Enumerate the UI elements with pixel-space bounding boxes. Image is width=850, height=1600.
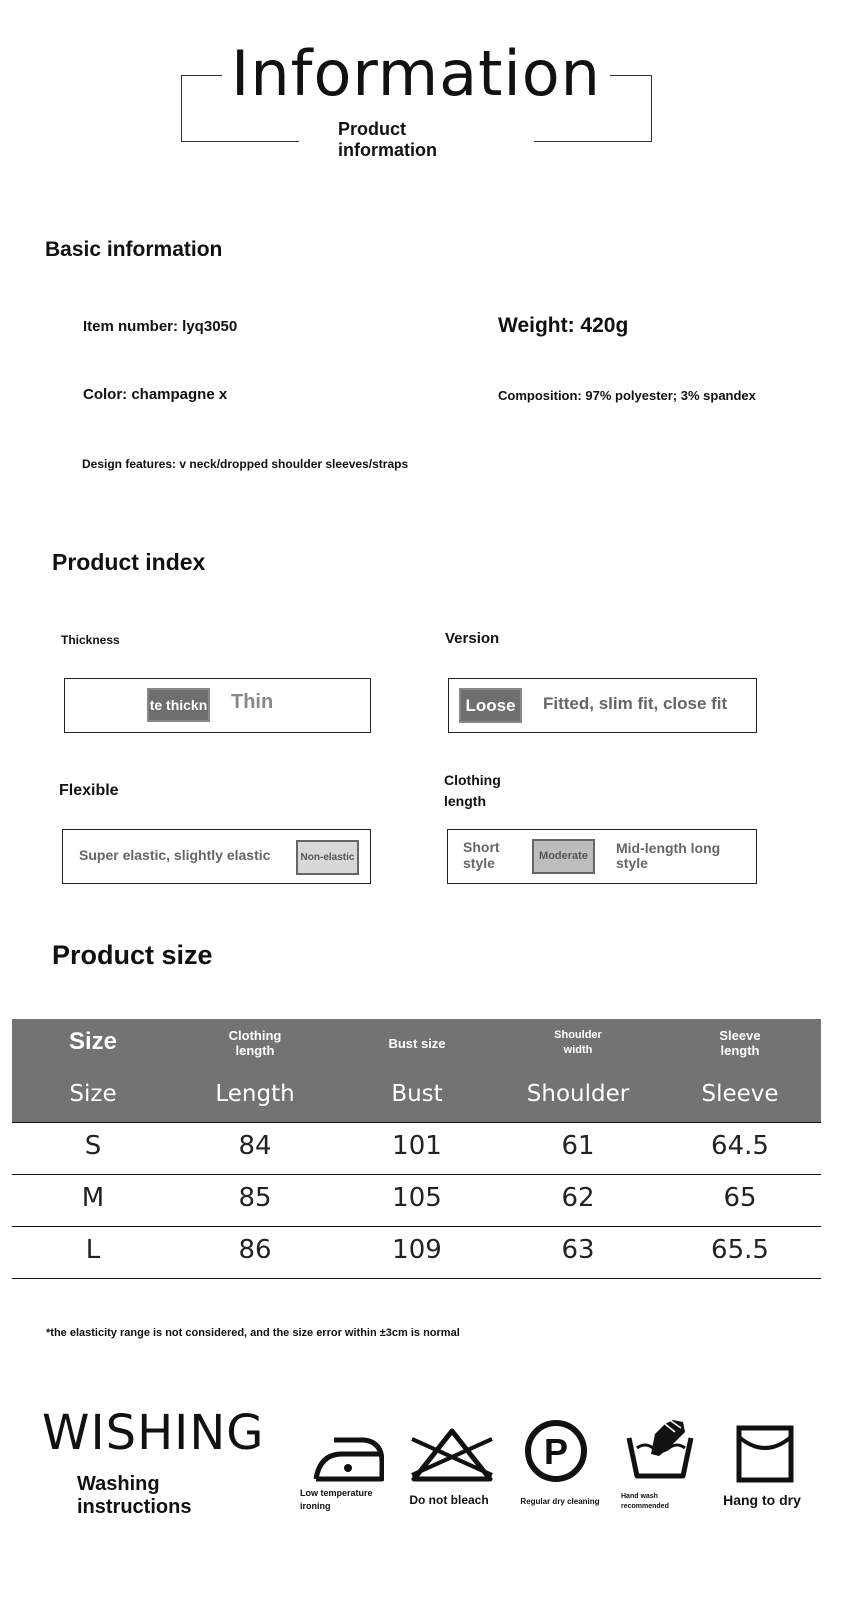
size-header-top-3 [503, 1028, 653, 1058]
page-subtitle [338, 119, 498, 161]
thickness-other: Thin [231, 691, 274, 713]
color: Color: champagne x [83, 386, 228, 403]
table-cell: S [84, 1131, 102, 1161]
table-line [12, 1174, 821, 1175]
size-header-shoulder: Shoulder [526, 1081, 630, 1107]
svg-text:P: P [543, 1431, 569, 1472]
iron-label [300, 1487, 373, 1513]
size-header-top-2 [342, 1036, 492, 1051]
table-cell: 65.5 [711, 1235, 769, 1265]
size-header-top-line2: length [720, 1043, 760, 1058]
header-frame-line-left [181, 141, 299, 142]
no-bleach-icon [408, 1425, 496, 1483]
table-cell: 109 [392, 1235, 442, 1265]
table-cell: 61 [561, 1131, 595, 1161]
length-selected: Moderate [532, 839, 595, 874]
table-cell: 62 [561, 1183, 595, 1213]
length-box [447, 829, 757, 884]
hang-dry-icon [736, 1425, 794, 1483]
table-line [12, 1226, 821, 1227]
length-right [616, 841, 720, 871]
size-header-top-0 [18, 1027, 168, 1057]
table-cell: 85 [238, 1183, 272, 1213]
size-note: *the elasticity range is not considered, and the size error within ±3cm is normal [46, 1327, 460, 1339]
size-header-top-line1: Shoulder [554, 1029, 602, 1041]
table-cell: 63 [561, 1235, 595, 1265]
hand-wash-label [621, 1492, 669, 1512]
size-header-length: Length [215, 1081, 295, 1107]
header-frame-line-right [534, 141, 652, 142]
page-title: Information [222, 38, 610, 110]
version-box [448, 678, 757, 733]
washing-title: WISHING [42, 1405, 265, 1461]
thickness-box [64, 678, 371, 733]
size-header-top-line2: width [563, 1044, 593, 1056]
thickness-selected: te thickn [147, 688, 210, 722]
size-header-bust: Bust [391, 1081, 443, 1107]
length-right-line1: Mid-length long [616, 840, 721, 856]
washing-subtitle-line2: instructions [77, 1496, 192, 1518]
dry-clean-icon [523, 1418, 589, 1484]
version-other: Fitted, slim fit, close fit [543, 694, 728, 713]
length-left-line2: style [463, 855, 495, 871]
hand-wash-label-line1: Hand wash [621, 1493, 658, 1500]
iron-label-line1: Low temperature [300, 1488, 373, 1498]
item-number: Item number: lyq3050 [83, 318, 238, 335]
table-cell: 86 [238, 1235, 272, 1265]
version-label: Version [445, 630, 500, 647]
length-left [463, 839, 500, 871]
size-header-sleeve: Sleeve [701, 1081, 779, 1107]
size-header-top-line1: Bust size [388, 1036, 446, 1051]
page-subtitle-line1: Product [338, 119, 407, 139]
basic-info-title: Basic information [45, 238, 223, 261]
table-line [12, 1278, 821, 1279]
size-header-size: Size [69, 1081, 117, 1107]
table-cell: M [81, 1183, 105, 1213]
page-subtitle-line2: information [338, 140, 437, 160]
length-label [444, 770, 501, 812]
product-index-title: Product index [52, 549, 206, 575]
size-header-top-4 [665, 1028, 815, 1058]
table-line [12, 1122, 821, 1123]
iron-icon [312, 1432, 384, 1484]
table-cell: 65 [723, 1183, 757, 1213]
table-cell: 101 [392, 1131, 442, 1161]
version-selected: Loose [459, 688, 522, 723]
no-bleach-label: Do not bleach [409, 1493, 489, 1507]
hand-wash-label-line2: recommended [621, 1503, 669, 1510]
size-header-top-line1: Clothing [228, 1028, 282, 1043]
hand-wash-icon [625, 1418, 695, 1480]
flexible-other: Super elastic, slightly elastic [79, 847, 271, 863]
design-features: Design features: v neck/dropped shoulder sleeves/straps [82, 457, 409, 471]
washing-subtitle [77, 1473, 191, 1519]
flexible-selected: Non-elastic [296, 840, 359, 875]
dry-clean-label: Regular dry cleaning [520, 1497, 600, 1506]
product-size-title: Product size [52, 940, 213, 970]
length-label-line1: Clothing [444, 772, 501, 788]
size-header-top-line1: Sleeve [719, 1028, 761, 1043]
length-label-line2: length [444, 793, 486, 809]
size-header-top-line1: Size [68, 1028, 118, 1055]
flexible-box [62, 829, 371, 884]
washing-subtitle-line1: Washing [77, 1473, 160, 1495]
thickness-label: Thickness [61, 633, 120, 647]
composition: Composition: 97% polyester; 3% spandex [498, 388, 756, 403]
table-cell: 105 [392, 1183, 442, 1213]
table-cell: L [85, 1235, 101, 1265]
size-header-top-line2: length [235, 1043, 275, 1058]
length-right-line2: style [616, 855, 648, 871]
flexible-label: Flexible [59, 782, 119, 799]
table-cell: 84 [238, 1131, 272, 1161]
hang-dry-label: Hang to dry [723, 1492, 801, 1508]
weight: Weight: 420g [498, 314, 629, 337]
length-left-line1: Short [463, 839, 500, 855]
iron-label-line2: ironing [300, 1501, 331, 1511]
table-cell: 64.5 [711, 1131, 769, 1161]
size-header-top-1 [180, 1028, 330, 1058]
